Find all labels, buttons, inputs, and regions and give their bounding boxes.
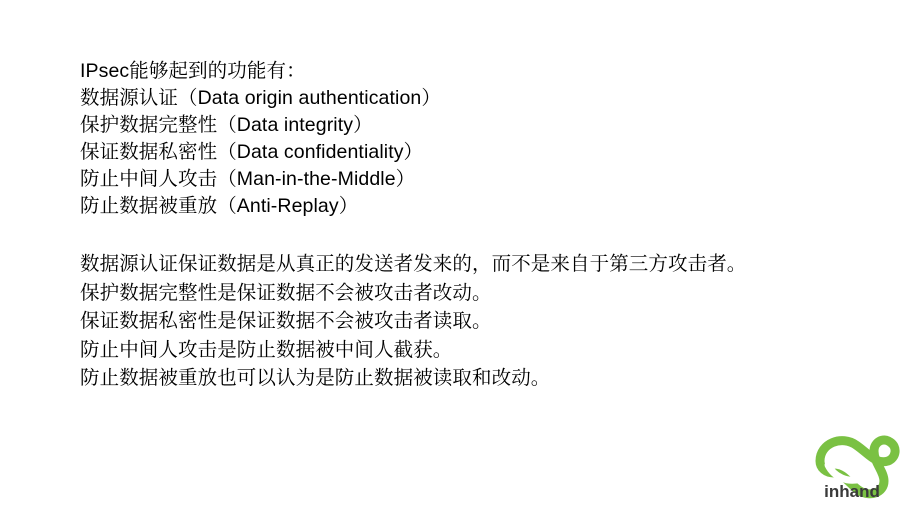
feature-item: 数据源认证（Data origin authentication） [80,87,441,109]
explanation-item: 防止数据被重放也可以认为是防止数据被读取和改动。 [80,367,551,389]
explanation-item: 数据源认证保证数据是从真正的发送者发来的，而不是来自于第三方攻击者。 [80,253,747,275]
logo-text: inhand [824,482,880,501]
paragraph-spacer [80,220,870,250]
feature-list [80,85,870,220]
heading-line: IPsec能够起到的功能有： [80,60,306,82]
explanation-list [80,250,870,393]
feature-item: 保证数据私密性（Data confidentiality） [80,141,424,163]
feature-item: 保护数据完整性（Data integrity） [80,114,373,136]
inhand-logo [804,425,900,501]
feature-item: 防止数据被重放（Anti-Replay） [80,195,359,217]
slide-content [80,58,870,393]
explanation-item: 保证数据私密性是保证数据不会被攻击者读取。 [80,310,492,332]
explanation-item: 防止中间人攻击是防止数据被中间人截获。 [80,338,453,361]
explanation-item: 保护数据完整性是保证数据不会被攻击者改动。 [80,281,492,304]
feature-item: 防止中间人攻击（Man-in-the-Middle） [80,168,416,190]
